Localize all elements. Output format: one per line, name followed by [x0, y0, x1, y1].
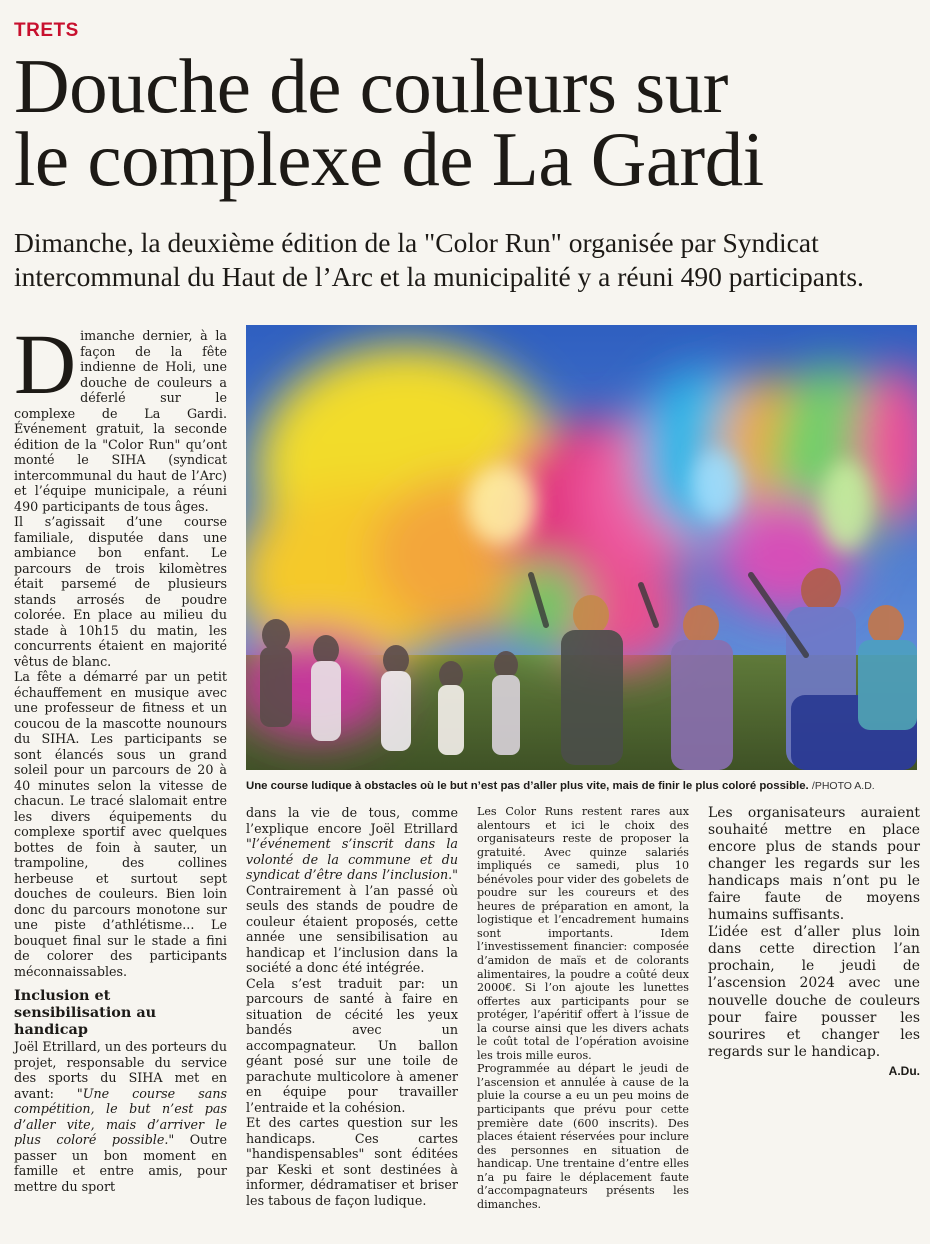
article-column-4	[708, 805, 920, 1080]
paragraph-1-text: imanche dernier, à la façon de la fête indienne de Holi, une douche de couleurs a déferlé sur le complexe de La Gardi. Événement gratuit, la seconde édition de la "Color Run" qu’ont monté le SIHA (syndicat intercommunal du haut de l’Arc) et l’équipe municipale, a réuni 490 participants de tous âges.	[14, 328, 227, 514]
headline-line-2: le complexe de La Gardi	[14, 116, 764, 202]
paragraph-2: Il s’agissait d’une course familiale, disputée dans une ambiance bon enfant. Le parcours de trois kilomètres était parsemé de plusieurs stands arrosés de poudre colorée. En place au milieu du stade à 10h15 du matin, les concurrents étaient en majorité vêtus de blanc.	[14, 514, 227, 669]
article-photo	[246, 325, 917, 770]
paragraph-10: Les organisateurs auraient souhaité mettre en place encore plus de stands pour changer les regards sur les handicaps mais n’ont pu le faire faute de moyens humains suffisants.	[708, 805, 920, 924]
author-signature: A.Du.	[888, 1063, 920, 1078]
caption-text: Une course ludique à obstacles où le but n’est pas d’aller plus vite, mais de finir le plus coloré possible.	[246, 780, 809, 792]
paragraph-4-text-a: Joël Etrillard, un des porteurs du projet, responsable du service des sports du SIHA met en avant: "	[14, 1039, 227, 1101]
standfirst	[14, 226, 914, 294]
paragraph-11: L’idée est d’aller plus loin dans cette direction l’an prochain, le jeudi de l’ascension 2024 avec une nouvelle douche de couleurs pour faire pousser les sourires et changer les regards sur le handicap.	[708, 924, 920, 1060]
paragraph-9: Programmée au départ le jeudi de l’ascension et annulée à cause de la pluie la course a eu un peu moins de participants que prévu pour cette première date (600 inscrits). Des places étaient réservées pour inclure des personnes en situation de handicap. Une trentaine d’entre elles n’a pu faire le déplacement faute d’accompagnateurs présents les dimanches.	[477, 1062, 689, 1211]
paragraph-8: Les Color Runs restent rares aux alentours et ici le choix des organisateurs reste de proposer la gratuité. Avec quinze salariés impliqués ce samedi, plus 10 bénévoles pour vider des gobelets de poudre sur les coureurs et des heures de préparation en amont, la logistique et l’encadrement humains sont importants. Idem l’investissement financier: composée d’amidon de maïs et de colorants alimentaires, la poudre a coûté deux 2000€. Si l’on ajoute les lunettes offertes aux participants pour se protéger, l’apéritif offert à l’issue de la course ainsi que les divers achats le coût total de l’opération avoisine les trois mille euros.	[477, 805, 689, 1062]
paragraph-7: Et des cartes question sur les handicaps. Ces cartes "handispensables" sont éditées par Keski et sont destinées à informer, dédramatiser et briser les tabous de façon ludique.	[246, 1115, 458, 1208]
quote-1: Une course sans compétition, le but n’est pas d’aller vite, mais d’arriver le plus coloré possible.	[14, 1085, 227, 1147]
paragraph-6: Cela s’est traduit par: un parcours de santé à faire en situation de cécité les yeux bandés avec un accompagnateur. Un ballon géant posé sur une toile de parachute multicolore à amener en équipe pour travailler l’entraide et la cohésion.	[246, 975, 458, 1115]
color-run-photo-illustration	[246, 325, 917, 770]
subheading: Inclusion et sensibilisation au handicap	[14, 987, 157, 1038]
drop-cap: D	[14, 316, 77, 412]
paragraph-5	[246, 805, 458, 976]
standfirst-line-2: intercommunal du Haut de l’Arc et la municipalité y a réuni 490 participants.	[14, 261, 864, 292]
photo-caption	[246, 780, 926, 792]
paragraph-1	[14, 316, 227, 514]
paragraph-5-text-b: " Contrairement à l’an passé où seuls des stands de poudre de couleur étaient proposés, cette année une sensibilisation au handicap et l’inclusion dans la société a donc été intégrée.	[246, 867, 458, 975]
paragraph-4	[14, 1039, 227, 1194]
paragraph-4-text-b: " Outre passer un bon moment en famille et entre amis, pour mettre du sport	[14, 1132, 227, 1194]
standfirst-line-1: Dimanche, la deuxième édition de la "Color Run" organisée par Syndicat	[14, 227, 819, 258]
article-column-1	[14, 316, 227, 1194]
photo-credit: /PHOTO A.D.	[811, 780, 875, 792]
quote-2: l’événement s’inscrit dans la volonté de la commune et du syndicat d’être dans l’inclusion.	[246, 836, 458, 882]
paragraph-3: La fête a démarré par un petit échauffement en musique avec une professeur de fitness et un coucou de la mascotte nounours du SIHA. Les participants se sont élancés sous un grand soleil pour un parcours de 20 à 40 minutes selon la vitesse de chacun. Le tracé slalomait entre les divers équipements du complexe sportif avec quelques bottes de foin à sauter, un trampoline, des collines herbeuse et surtout sept douches de couleurs. Bien loin donc du parcours monotone sur une piste d’athlétisme... Le bouquet final sur le stade a fini de colorer des participants méconnaissables.	[14, 669, 227, 979]
section-kicker: TRETS	[14, 20, 79, 41]
headline-line-1: Douche de couleurs sur	[14, 43, 728, 129]
headline	[14, 43, 914, 202]
article-column-2	[246, 805, 458, 1208]
article-column-3	[477, 805, 689, 1211]
paragraph-5-text-a: dans la vie de tous, comme l’explique encore Joël Etrillard "	[246, 805, 458, 851]
